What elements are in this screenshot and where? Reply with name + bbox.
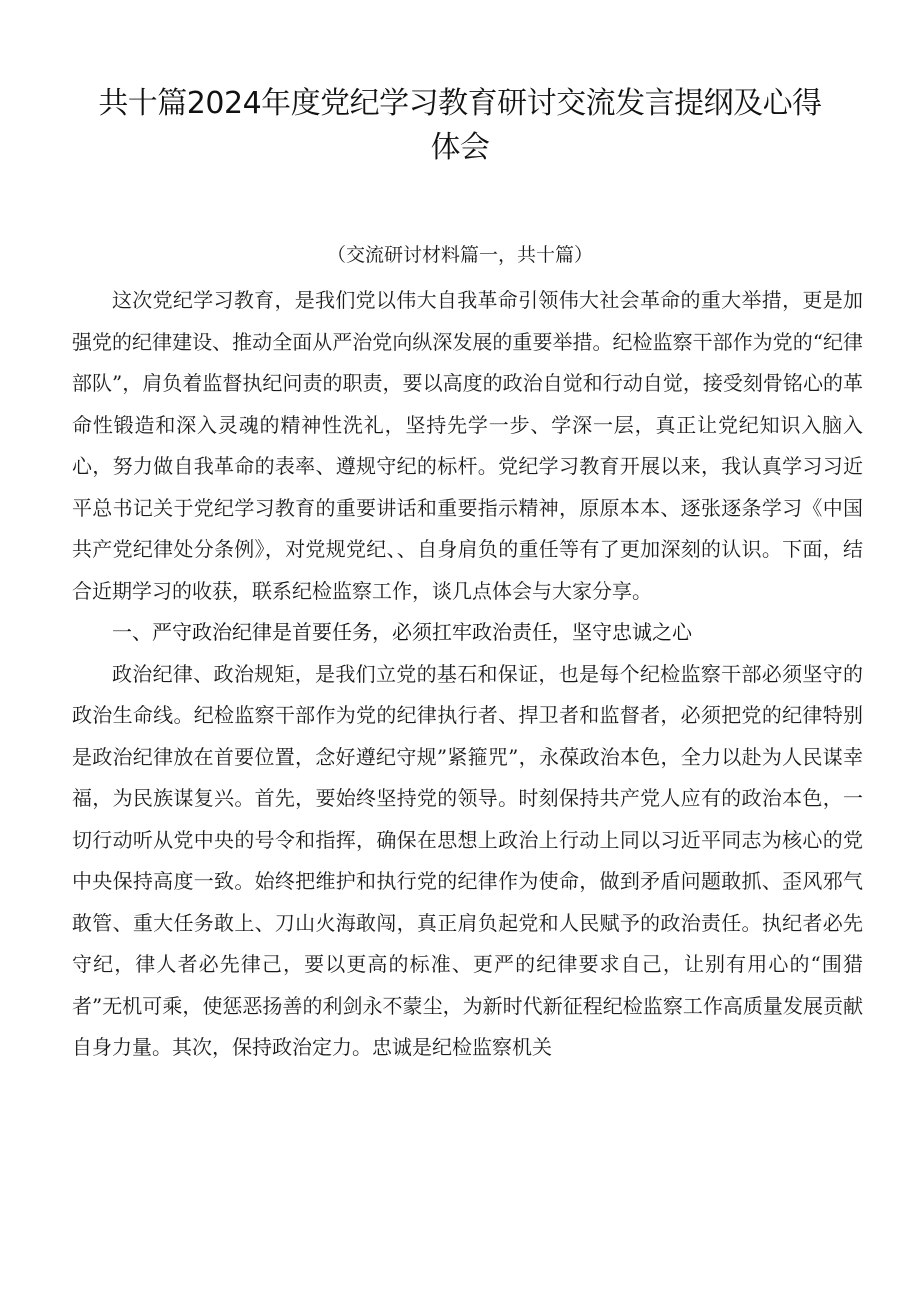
- intro-paragraph: 这次党纪学习教育，是我们党以伟大自我革命引领伟大社会革命的重大举措，更是加强党的纪律建设、推动全面从严治党向纵深发展的重要举措。纪检监察干部作为党的“纪律部队”，肩负着监督执纪问责的职责，要以高度的政治自觉和行动自觉，接受刻骨铭心的革命性锻造和深入灵魂的精神性洗礼，坚持先学一步、学深一层，真正让党纪知识入脑入心，努力做自我革命的表率、遵规守纪的标杆。党纪学习教育开展以来，我认真学习习近平总书记关于党纪学习教育的重要讲话和重要指示精神，原原本本、逐张逐条学习《中国共产党纪律处分条例》，对党规党纪、、自身肩负的重任等有了更加深刻的认识。下面，结合近期学习的收获，联系纪检监察工作，谈几点体会与大家分享。: [72, 288, 863, 603]
- document-title: 共十篇2024年度党纪学习教育研讨交流发言提纲及心得体会: [98, 86, 822, 165]
- section-heading: 一、严守政治纪律是首要任务，必须扛牢政治责任，坚守忠诚之心: [112, 620, 692, 644]
- document-body: [72, 280, 863, 1069]
- document-subtitle: （交流研讨材料篇一，共十篇）: [326, 244, 593, 266]
- section-paragraph: 政治纪律、政治规矩，是我们立党的基石和保证，也是每个纪检监察干部必须坚守的政治生命线。纪检监察干部作为党的纪律执行者、捍卫者和监督者，必须把党的纪律特别是政治纪律放在首要位置，念好遵纪守规”紧箍咒”，永葆政治本色，全力以赴为人民谋幸福，为民族谋复兴。首先，要始终坚持党的领导。时刻保持共产党人应有的政治本色，一切行动听从党中央的号令和指挥，确保在思想上政治上行动上同以习近平同志为核心的党中央保持高度一致。始终把维护和执行党的纪律作为使命，做到矛盾问题敢抓、歪风邪气敢管、重大任务敢上、刀山火海敢闯，真正肩负起党和人民赋予的政治责任。执纪者必先守纪，律人者必先律己，要以更高的标准、更严的纪律要求自己，让别有用心的“围猎者”无机可乘，使惩恶扬善的利剑永不蒙尘，为新时代新征程纪检监察工作高质量发展贡献自身力量。其次，保持政治定力。忠诚是纪检监察机关: [72, 661, 863, 1059]
